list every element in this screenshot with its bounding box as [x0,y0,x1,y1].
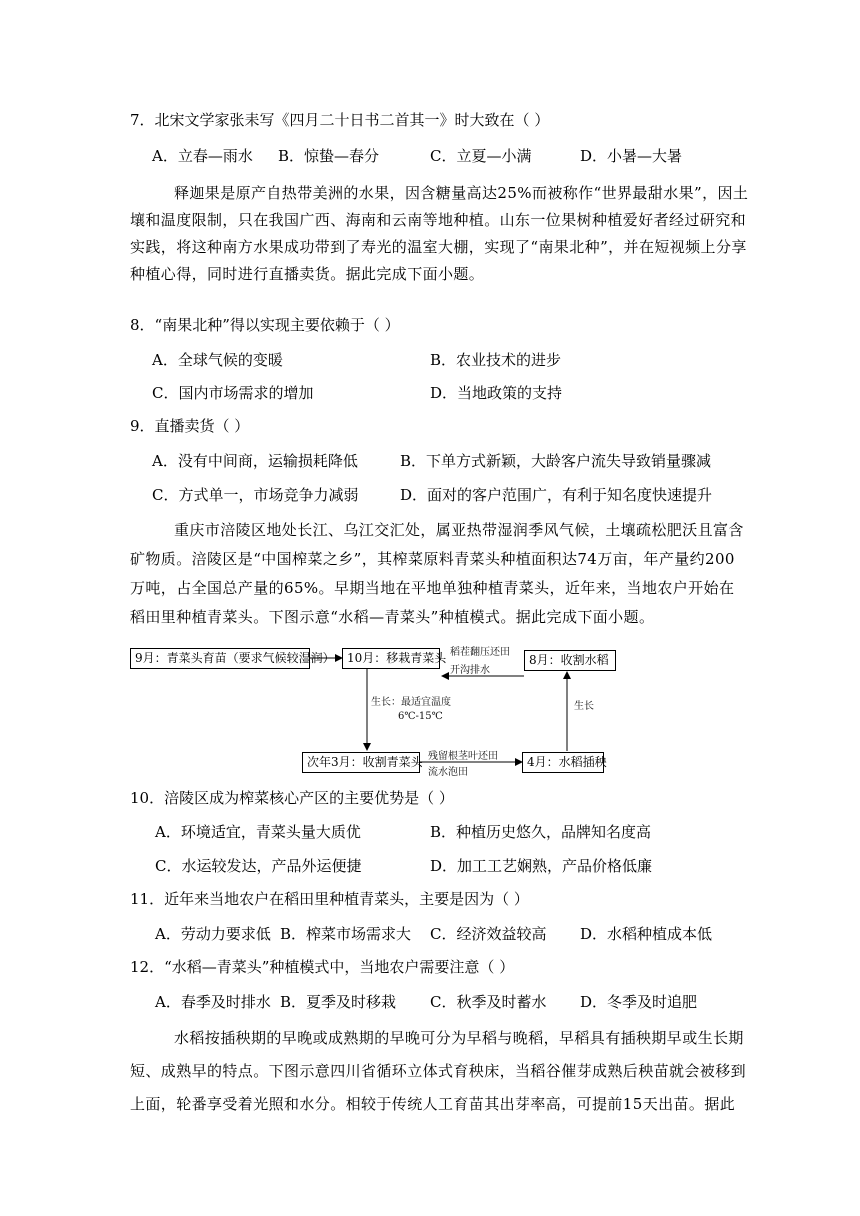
label-ditch-drain: 开沟排水 [450,665,490,676]
question-12-option-a: A．春季及时排水 [155,993,271,1011]
passage-2-line: 矿物质。涪陵区是“中国榨菜之乡”，其榨菜原料青菜头种植面积达74万亩，年产量约200 [130,550,735,568]
box-october: 10月：移栽青菜头 [342,648,440,669]
label-residue-return: 残留根茎叶还田 [428,751,498,762]
passage-3-line: 水稻按插秧期的早晚或成熟期的早晚可分为早稻与晚稻，早稻具有插秧期早或生长期 [174,1029,744,1047]
question-7-option-b: B．惊蛰—春分 [278,147,380,165]
question-12-option-b: B．夏季及时移栽 [280,993,397,1011]
question-12-stem: 12．“水稻—青菜头”种植模式中，当地农户需要注意（ ） [130,958,515,976]
rice-vegetable-cycle-diagram [130,646,620,778]
label-temp-range: 6℃-15℃ [398,711,443,722]
question-12-option-c: C．秋季及时蓄水 [430,993,547,1011]
passage-2 [130,516,744,632]
box-august: 8月：收割水稻 [524,650,616,671]
passage-1-line: 壤和温度限制，只在我国广西、海南和云南等地种植。山东一位果树种植爱好者经过研究和 [130,211,747,229]
passage-2-line: 稻田里种植青菜头。下图示意“水稻—青菜头”种植模式。据此完成下面小题。 [130,608,655,626]
question-10-option-b: B．种植历史悠久，品牌知名度高 [430,823,652,841]
question-10-option-d: D．加工工艺娴熟，产品价格低廉 [430,857,653,875]
label-flood-field: 流水泡田 [428,767,468,778]
passage-2-line: 万吨，占全国总产量的65%。早期当地在平地单独种植青菜头，近年来，当地农户开始在 [130,579,735,597]
question-11-option-a: A．劳动力要求低 [155,925,271,943]
passage-1-line: 种植心得，同时进行直播卖货。据此完成下面小题。 [130,265,485,283]
question-11-option-c: C．经济效益较高 [430,925,547,943]
question-7-option-d: D．小暑—大暑 [580,147,683,165]
question-10-option-c: C．水运较发达，产品外运便捷 [155,857,362,875]
question-8-option-b: B．农业技术的进步 [430,351,562,369]
box-september: 9月：青菜头育苗（要求气候较湿润） [130,648,310,669]
passage-1-line: 释迦果是原产自热带美洲的水果，因含糖量高达25%而被称作“世界最甜水果”，因土 [174,184,749,202]
question-10-stem: 10．涪陵区成为榨菜核心产区的主要优势是（ ） [130,789,454,807]
question-11-option-b: B．榨菜市场需求大 [280,925,412,943]
question-7-option-c: C．立夏—小满 [430,147,532,165]
label-rice-growth: 生长 [574,701,594,712]
question-11-option-d: D．水稻种植成本低 [580,925,713,943]
passage-1-line: 实践，将这种南方水果成功带到了寿光的温室大棚，实现了“南果北种”，并在短视频上分享 [130,238,747,256]
label-growth-temp: 生长：最适宜温度 [371,697,451,708]
question-7-option-a: A．立春—雨水 [152,147,253,165]
question-8-option-d: D．当地政策的支持 [430,384,563,402]
passage-3-line: 上面，轮番享受着光照和水分。相较于传统人工育苗其出芽率高，可提前15天出苗。据此 [130,1095,736,1113]
passage-1 [130,180,749,288]
box-april: 4月：水稻插秧 [522,752,604,773]
question-8-option-a: A．全球气候的变暖 [152,351,283,369]
question-8-option-c: C．国内市场需求的增加 [152,384,314,402]
box-next-march: 次年3月：收割青菜头 [302,752,420,773]
passage-3-line: 短、成熟早的特点。下图示意四川省循环立体式育秧床，当稻谷催芽成熟后秧苗就会被移到 [130,1062,747,1080]
passage-2-line: 重庆市涪陵区地处长江、乌江交汇处，属亚热带湿润季风气候，土壤疏松肥沃且富含 [174,521,744,539]
label-stubble-return: 稻茬翻压还田 [450,647,510,658]
question-9-stem: 9．直播卖货（ ） [130,417,250,435]
passage-3 [130,1022,747,1121]
question-8-stem: 8．“南果北种”得以实现主要依赖于（ ） [130,316,400,334]
question-7-stem: 7．北宋文学家张耒写《四月二十日书二首其一》时大致在（ ） [130,111,550,129]
question-11-stem: 11．近年来当地农户在稻田里种植青菜头，主要是因为（ ） [130,890,529,908]
question-10-option-a: A．环境适宜，青菜头量大质优 [155,823,361,841]
question-9-option-a: A．没有中间商，运输损耗降低 [152,452,358,470]
question-9-option-c: C．方式单一，市场竞争力减弱 [152,486,359,504]
question-9-option-b: B．下单方式新颖，大龄客户流失导致销量骤减 [400,452,712,470]
question-12-option-d: D．冬季及时追肥 [580,993,698,1011]
question-9-option-d: D．面对的客户范围广，有利于知名度快速提升 [400,486,713,504]
